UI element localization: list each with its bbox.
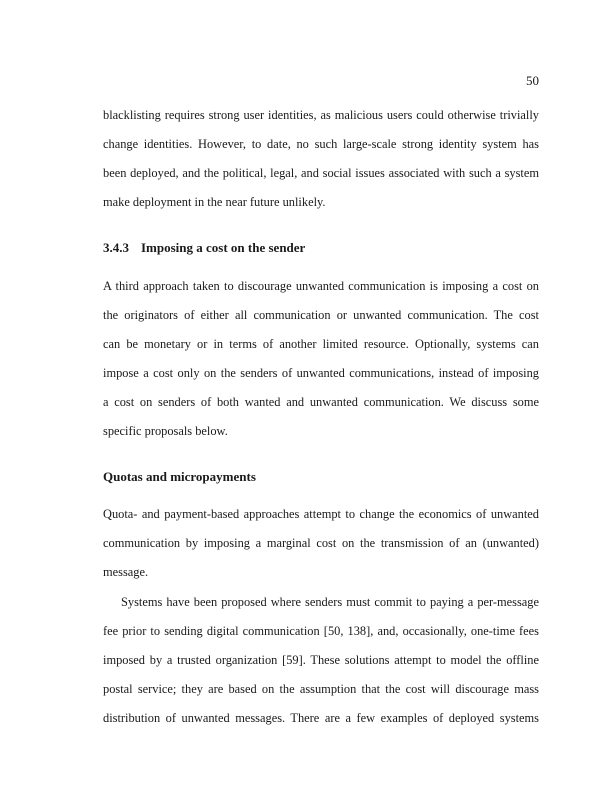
text-line: Quota- and payment-based approaches attempt to change the economics of unwanted xyxy=(103,507,539,521)
text-line: imposed by a trusted organization [59]. These solutions attempt to model the offline xyxy=(103,653,539,667)
section-title: Imposing a cost on the sender xyxy=(141,240,306,255)
text-line: impose a cost only on the senders of unwanted communications, instead of imposing xyxy=(103,366,539,380)
text-line: change identities. However, to date, no such large-scale strong identity system has xyxy=(103,137,539,151)
text-line: A third approach taken to discourage unwanted communication is imposing a cost on xyxy=(103,279,539,293)
text-line: Systems have been proposed where senders must commit to paying a per-message xyxy=(121,595,539,609)
text-line: distribution of unwanted messages. There are a few examples of deployed systems xyxy=(103,711,539,725)
text-line: make deployment in the near future unlikely. xyxy=(103,195,326,209)
text-line: blacklisting requires strong user identities, as malicious users could otherwise trivially xyxy=(103,108,539,122)
text-line: specific proposals below. xyxy=(103,424,228,438)
subsection-heading: Quotas and micropayments xyxy=(103,469,256,484)
section-heading xyxy=(103,240,305,256)
text-line: communication by imposing a marginal cost on the transmission of an (unwanted) xyxy=(103,536,539,550)
text-line: the originators of either all communication or unwanted communication. The cost xyxy=(103,308,539,322)
text-line: been deployed, and the political, legal, and social issues associated with such a system xyxy=(103,166,539,180)
text-line: a cost on senders of both wanted and unwanted communication. We discuss some xyxy=(103,395,539,409)
section-number: 3.4.3 xyxy=(103,240,129,255)
text-line: message. xyxy=(103,565,149,579)
text-line: can be monetary or in terms of another limited resource. Optionally, systems can xyxy=(103,337,539,351)
page-number: 50 xyxy=(526,73,539,88)
text-line: fee prior to sending digital communication [50, 138], and, occasionally, one-time fees xyxy=(103,624,539,638)
text-line: postal service; they are based on the assumption that the cost will discourage mass xyxy=(103,682,539,696)
